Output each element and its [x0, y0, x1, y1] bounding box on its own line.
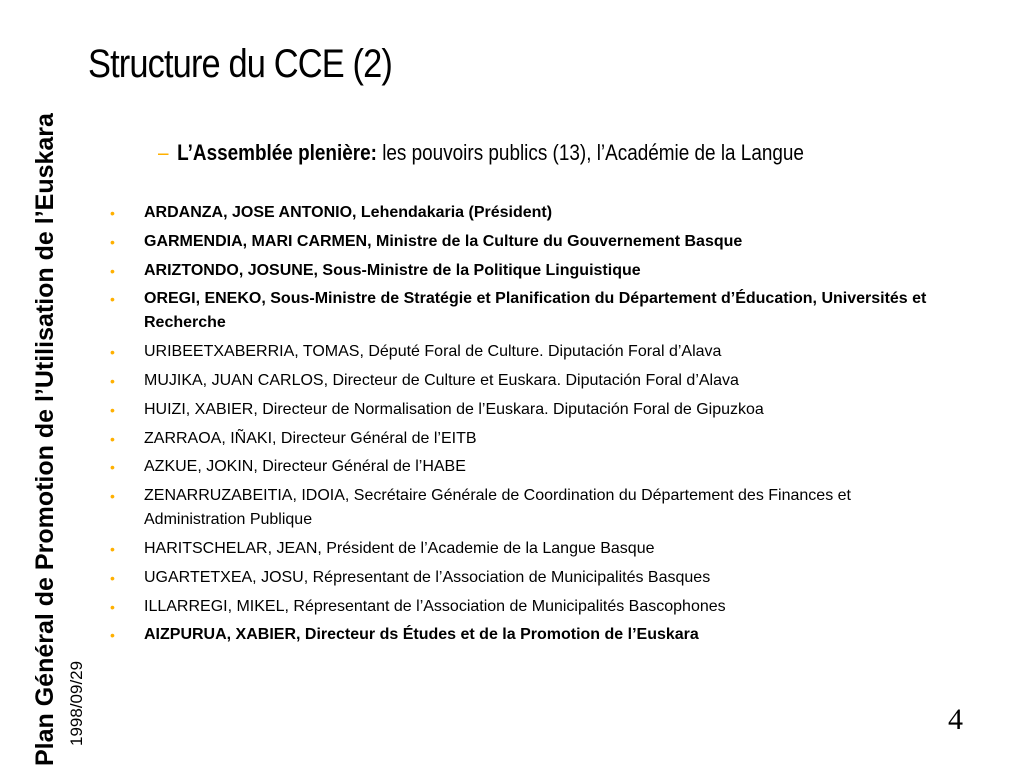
bullet-icon: •	[110, 344, 115, 361]
bullet-icon: •	[110, 627, 115, 644]
list-item	[110, 566, 940, 590]
list-item	[110, 623, 940, 647]
bullet-icon: •	[110, 569, 115, 586]
list-item	[110, 427, 940, 451]
list-item-text: ARDANZA, JOSE ANTONIO, Lehendakaria (Président)	[144, 204, 553, 221]
list-item-text: ZARRAOA, IÑAKI, Directeur Général de l’EITB	[144, 429, 477, 447]
bullet-icon: •	[110, 401, 115, 418]
list-item-text: HUIZI, XABIER, Directeur de Normalisation de l’Euskara. Diputación Foral de Gipuzkoa	[144, 400, 764, 418]
list-item	[110, 287, 940, 335]
subtitle-label: L’Assemblée plenière:	[177, 140, 377, 165]
bullet-icon: •	[110, 233, 115, 250]
bullet-icon: •	[110, 488, 115, 505]
list-item	[110, 398, 940, 422]
dash-bullet: –	[158, 140, 169, 165]
bullet-icon: •	[110, 540, 115, 557]
member-list	[110, 201, 940, 652]
list-item-text: UGARTETXEA, JOSU, Répresentant de l’Association de Municipalités Basques	[144, 568, 711, 586]
list-item	[110, 230, 940, 254]
list-item	[110, 455, 940, 479]
list-item	[110, 201, 940, 225]
list-item-text: AIZPURUA, XABIER, Directeur ds Études et de la Promotion de l’Euskara	[144, 626, 699, 644]
subtitle-text: les pouvoirs publics (13), l’Académie de la Langue	[376, 140, 804, 165]
bullet-icon: •	[110, 372, 115, 389]
slide-title: Structure du CCE (2)	[88, 42, 392, 86]
bullet-icon: •	[110, 598, 115, 615]
list-item	[110, 537, 940, 561]
bullet-icon: •	[110, 205, 115, 221]
list-item-text: OREGI, ENEKO, Sous-Ministre de Stratégie et Planification du Département d’Éducation, Universités et Recherche	[144, 290, 927, 332]
list-item	[110, 484, 940, 532]
list-item	[110, 595, 940, 619]
list-item	[110, 369, 940, 393]
bullet-icon: •	[110, 262, 115, 279]
list-item-text: URIBEETXABERRIA, TOMAS, Député Foral de Culture. Diputación Foral d’Alava	[144, 343, 722, 361]
bullet-icon: •	[110, 291, 115, 308]
bullet-icon: •	[110, 430, 115, 447]
list-item-text: ARIZTONDO, JOSUNE, Sous-Ministre de la Politique Linguistique	[144, 261, 641, 279]
list-item-text: GARMENDIA, MARI CARMEN, Ministre de la Culture du Gouvernement Basque	[144, 232, 743, 250]
sidebar-title: Plan Général de Promotion de l’Utilisation de l’Euskara	[31, 113, 59, 766]
page-number: 4	[948, 703, 963, 736]
list-item-text: AZKUE, JOKIN, Directeur Général de l’HABE	[144, 458, 466, 476]
list-item-text: ZENARRUZABEITIA, IDOIA, Secrétaire Générale de Coordination du Département des Finances et Administration Publique	[144, 487, 851, 529]
list-item-text: ILLARREGI, MIKEL, Répresentant de l’Association de Municipalités Bascophones	[144, 597, 726, 615]
sidebar-date: 1998/09/29	[67, 660, 86, 746]
bullet-icon: •	[110, 459, 115, 476]
list-item-text: HARITSCHELAR, JEAN, Président de l’Academie de la Langue Basque	[144, 539, 655, 557]
subtitle	[158, 138, 804, 168]
list-item	[110, 340, 940, 364]
list-item-text: MUJIKA, JUAN CARLOS, Directeur de Culture et Euskara. Diputación Foral d’Alava	[144, 371, 739, 389]
list-item	[110, 259, 940, 283]
